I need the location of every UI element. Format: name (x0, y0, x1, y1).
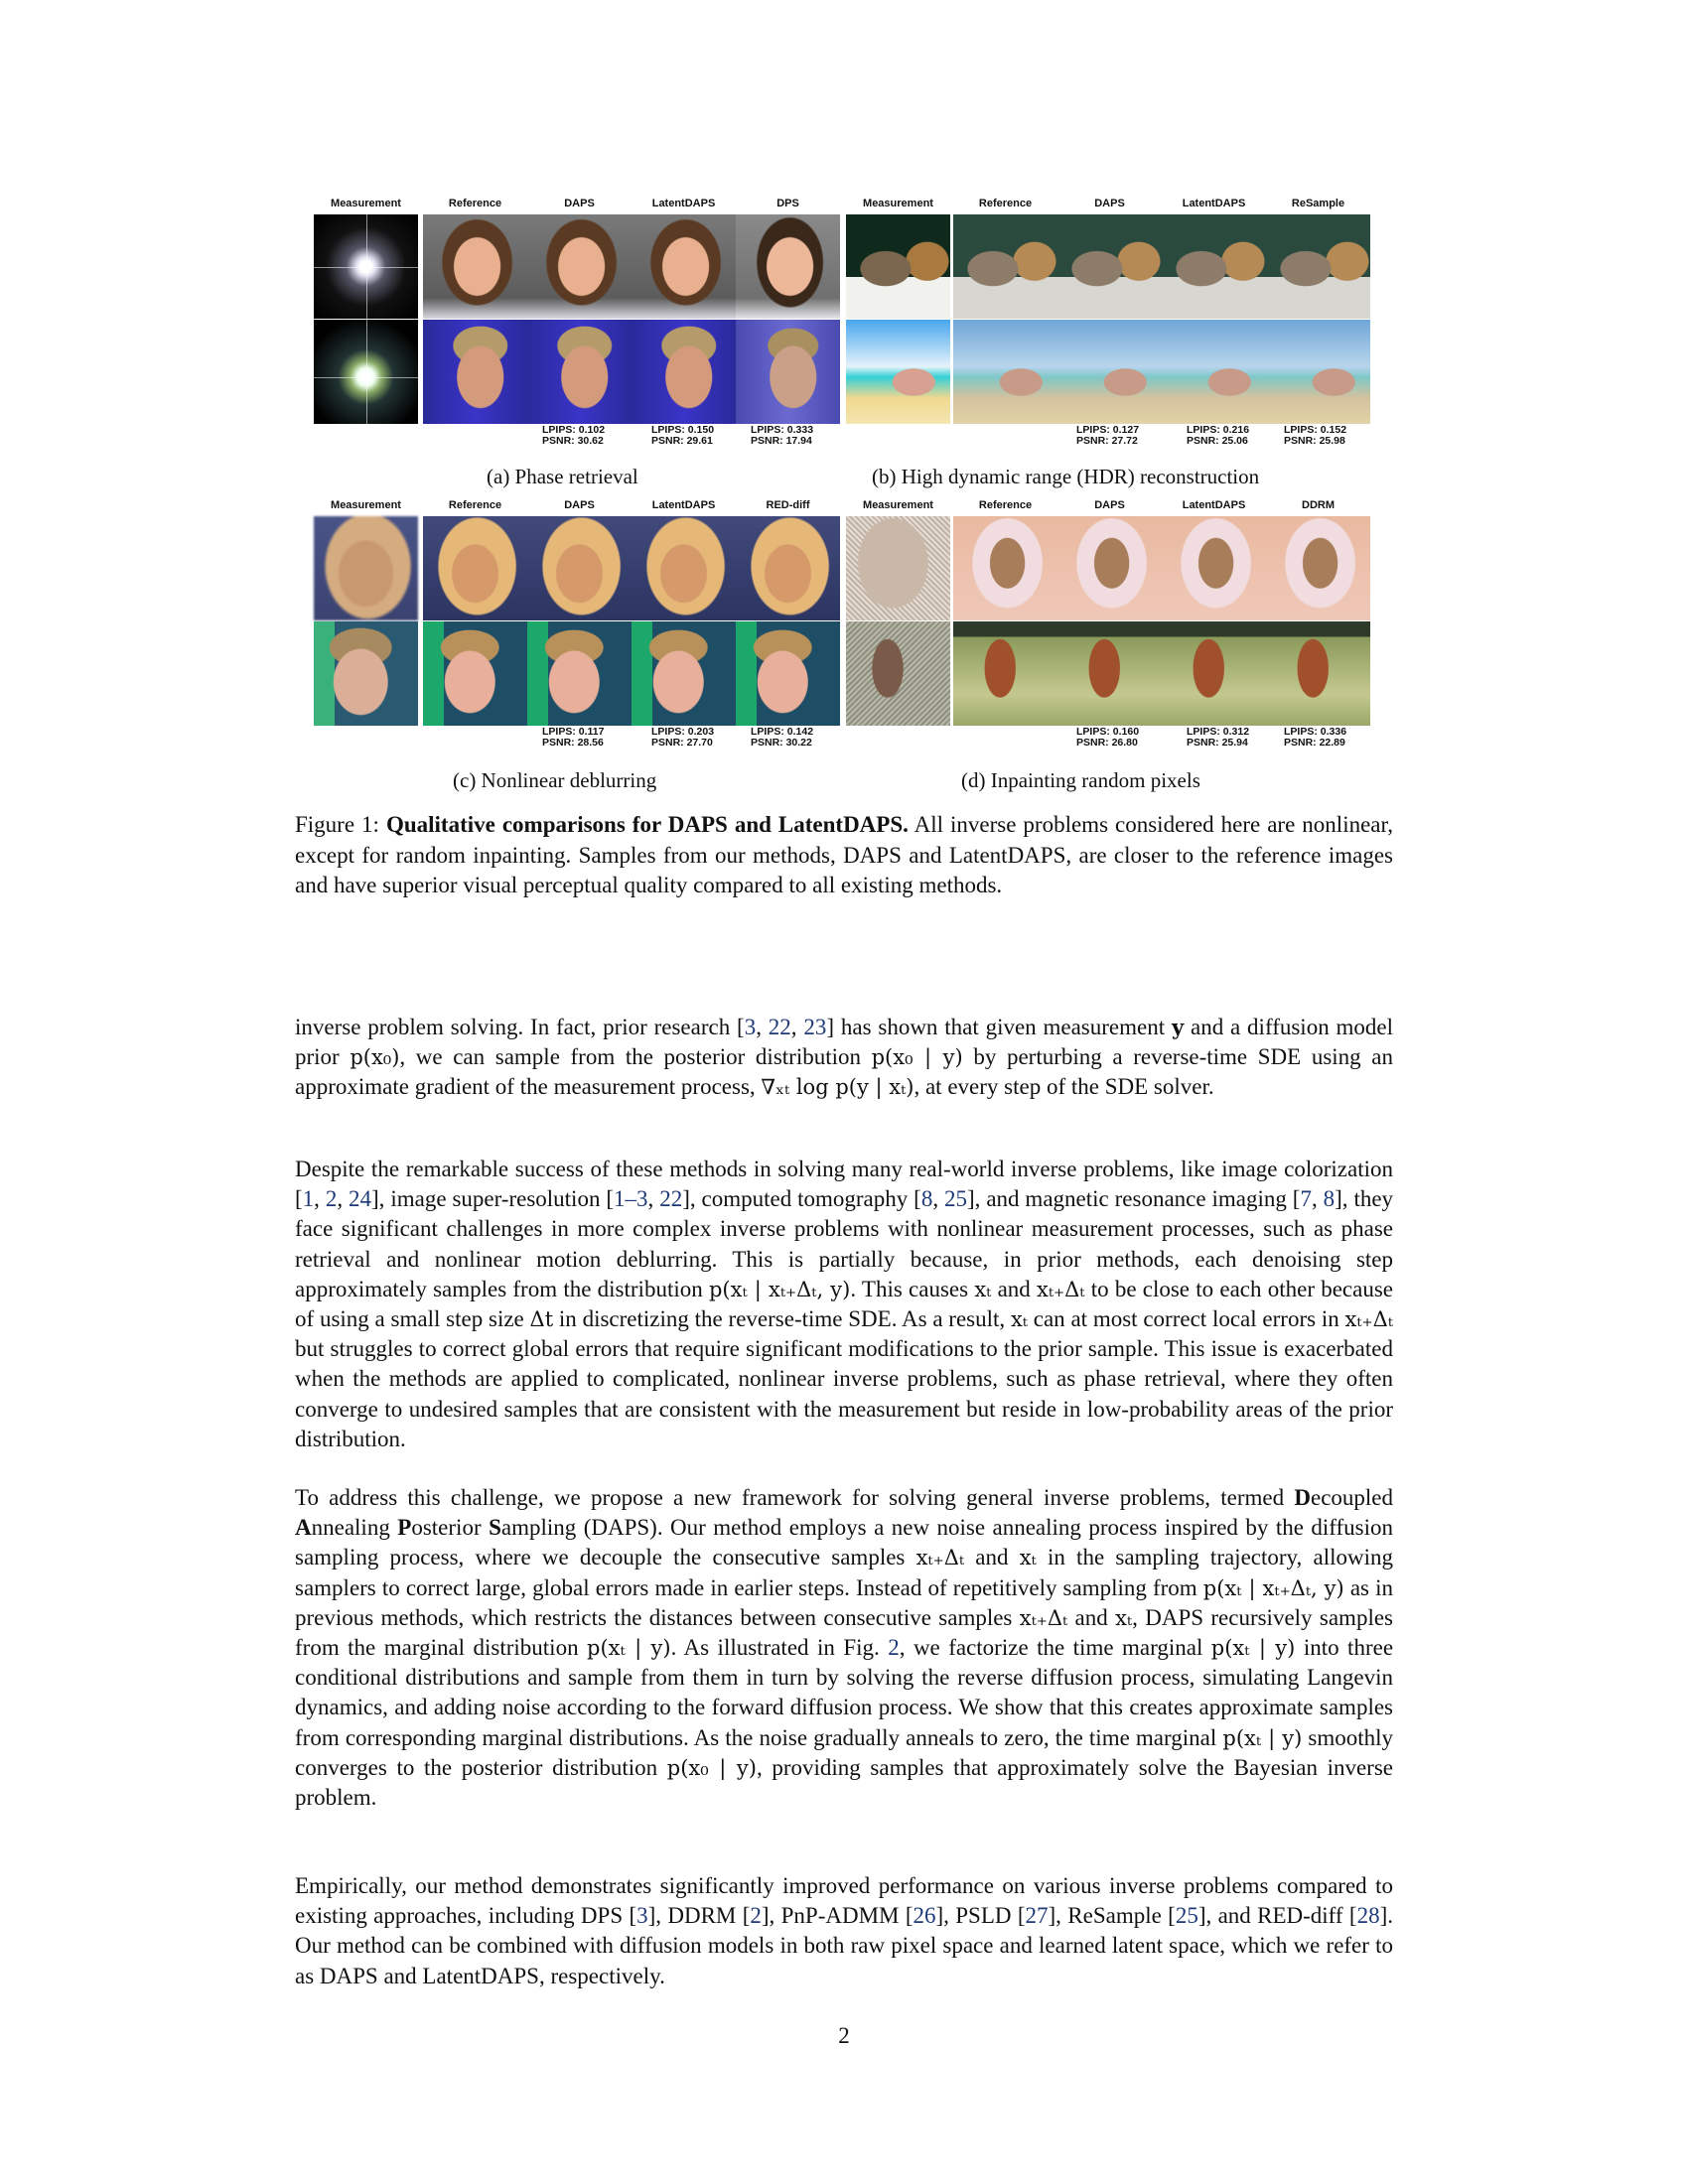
metrics-row (314, 727, 840, 752)
daps-image (1057, 621, 1162, 726)
citation-link[interactable]: 3 (636, 1903, 648, 1929)
column-header: Reference (448, 499, 502, 511)
measurement-image (314, 320, 418, 424)
subcaption-a: (a) Phase retrieval (487, 465, 638, 488)
citation-link[interactable]: 3 (744, 1015, 757, 1039)
citation-link[interactable]: 24 (349, 1186, 372, 1212)
math-xt-dt: xₜ₊Δₜ (915, 1546, 965, 1570)
citation-link[interactable]: 1 (302, 1186, 315, 1212)
metric-latentdaps: LPIPS: 0.312 PSNR: 25.94 (1187, 726, 1250, 749)
citation-link[interactable]: 22 (659, 1186, 683, 1212)
citation-link[interactable]: 25 (944, 1186, 967, 1212)
reference-image (423, 621, 527, 726)
panel-nonlinear-deblurring (314, 499, 840, 762)
red-diff-image (736, 621, 840, 726)
math-xt-dt: xₜ₊Δₜ (1344, 1307, 1393, 1332)
column-header: DAPS (564, 499, 595, 511)
subcaption-b: (b) High dynamic range (HDR) reconstruction (872, 465, 1260, 488)
math-xt-dt: xₜ₊Δₜ (1019, 1605, 1068, 1630)
latentdaps-image (1162, 214, 1266, 319)
measurement-image (314, 516, 418, 620)
metric-latentdaps: LPIPS: 0.150 PSNR: 29.61 (651, 424, 715, 447)
ddrm-image (1266, 621, 1370, 726)
column-header: LatentDAPS (651, 499, 716, 511)
latentdaps-image (1162, 320, 1266, 424)
column-header: Reference (978, 499, 1033, 511)
body-paragraph-2: Despite the remarkable success of these methods in solving many real-world inverse problems, like image colorization [1, 2, 24], image super-resolution [1–3, 22], computed tomography [8, 25], and magnetic resonance imaging [7, 8], they face significant challenges in more complex inverse problems with nonlinear measurement processes, such as phase retrieval and nonlinear motion deblurring. This is partially because, in prior methods, each denoising step approximately samples from the distribution p(xₜ | xₜ₊Δₜ, y). This causes xₜ and xₜ₊Δₜ to be close to each other because of using a small step size Δt in discretizing the reverse-time SDE. As a result, xₜ can at most correct local errors in xₜ₊Δₜ but struggles to correct global errors that require significant modifications to the prior sample. This issue is exacerbated when the methods are applied to complicated, nonlinear inverse problems, such as phase retrieval, where they often converge to undesired samples that are consistent with the measurement but reside in low-probability areas of the prior distribution. (295, 1157, 1394, 1451)
column-header: LatentDAPS (1182, 499, 1246, 511)
reference-image (953, 621, 1057, 726)
column-header: LatentDAPS (1182, 198, 1246, 209)
ddrm-image (1266, 516, 1370, 620)
column-header: Reference (978, 198, 1033, 209)
metric-daps: LPIPS: 0.102 PSNR: 30.62 (542, 424, 606, 447)
metric-dps: LPIPS: 0.333 PSNR: 17.94 (751, 424, 814, 447)
measurement-image (846, 621, 950, 726)
latentdaps-image (632, 214, 736, 319)
metric-red-diff: LPIPS: 0.142 PSNR: 30.22 (751, 726, 814, 749)
math-conditional: p(xₜ | xₜ₊Δₜ, y) (708, 1277, 851, 1301)
daps-image (527, 516, 632, 620)
column-header: Reference (448, 198, 502, 209)
daps-image (527, 621, 632, 726)
citation-link[interactable]: 2 (325, 1186, 338, 1212)
measurement-image (846, 320, 950, 424)
body-paragraph-1: inverse problem solving. In fact, prior research [3, 22, 23] has shown that given measurement y and a diffusion model prior p(x₀), we can sample from the posterior distribution p(x₀ | y) by perturbing a reverse-time SDE using an approximate gradient of the measurement process, ∇ₓₜ log p(y | xₜ), at every step of the SDE solver. (295, 1015, 1394, 1100)
caption-title: Qualitative comparisons for DAPS and LatentDAPS. (385, 812, 909, 837)
latentdaps-image (1162, 516, 1266, 620)
figure-caption (295, 810, 1393, 901)
resample-image (1266, 320, 1370, 424)
citation-link[interactable]: 28 (1356, 1903, 1380, 1929)
latentdaps-image (1162, 621, 1266, 726)
column-header: DAPS (1094, 198, 1125, 209)
reference-image (953, 516, 1057, 620)
metric-latentdaps: LPIPS: 0.216 PSNR: 25.06 (1187, 424, 1250, 447)
math-prior: p(x₀) (350, 1045, 400, 1070)
citation-link[interactable]: 23 (803, 1015, 827, 1039)
caption-body: All inverse problems considered here are nonlinear, except for random inpainting. Samples from our methods, DAPS and LatentDAPS, are closer to the reference images and have superior visual perceptual quality compared to all existing methods. (295, 812, 1393, 897)
metric-resample: LPIPS: 0.152 PSNR: 25.98 (1284, 424, 1347, 447)
column-header: DPS (776, 198, 799, 209)
column-header: Measurement (863, 198, 933, 209)
column-header: RED-diff (766, 499, 810, 511)
daps-image (527, 214, 632, 319)
math-y: y (1171, 1015, 1185, 1039)
latentdaps-image (632, 621, 736, 726)
math-xt: xₜ (1019, 1546, 1037, 1570)
column-header: Measurement (331, 499, 401, 511)
subcaption-c: (c) Nonlinear deblurring (453, 768, 657, 792)
column-header: Measurement (863, 499, 933, 511)
panel-phase-retrieval (314, 198, 840, 461)
measurement-image (314, 214, 418, 319)
dps-image (736, 214, 840, 319)
metric-daps: LPIPS: 0.117 PSNR: 28.56 (542, 726, 605, 749)
citation-link[interactable]: 27 (1025, 1903, 1049, 1929)
daps-image (1057, 516, 1162, 620)
math-posterior: p(x₀ | y) (666, 1755, 757, 1780)
citation-link[interactable]: 1–3 (614, 1186, 648, 1212)
metrics-row (846, 425, 1372, 451)
math-gradient: ∇ₓₜ log p(y | xₜ) (761, 1075, 914, 1100)
measurement-image (314, 621, 418, 726)
column-header: ReSample (1291, 198, 1345, 209)
reference-image (953, 214, 1057, 319)
metric-latentdaps: LPIPS: 0.203 PSNR: 27.70 (651, 726, 715, 749)
math-delta-t: Δt (529, 1307, 554, 1332)
math-marginal: p(xₜ | y) (1222, 1725, 1303, 1750)
column-header: Measurement (331, 198, 401, 209)
reference-image (953, 320, 1057, 424)
red-diff-image (736, 516, 840, 620)
reference-image (423, 516, 527, 620)
column-header: DDRM (1302, 499, 1335, 511)
citation-link[interactable]: 8 (920, 1186, 933, 1212)
metrics-row (314, 425, 840, 451)
daps-image (527, 320, 632, 424)
panel-inpainting (846, 499, 1372, 762)
measurement-image (846, 214, 950, 319)
math-posterior: p(x₀ | y) (871, 1045, 963, 1070)
metric-daps: LPIPS: 0.160 PSNR: 26.80 (1076, 726, 1140, 749)
math-marginal: p(xₜ | y) (587, 1636, 671, 1661)
citation-link[interactable]: 25 (1175, 1903, 1198, 1929)
subcaption-d: (d) Inpainting random pixels (961, 768, 1200, 792)
page-number: 2 (838, 2023, 850, 2048)
math-xt: xₜ (974, 1277, 992, 1301)
daps-image (1057, 214, 1162, 319)
reference-image (423, 214, 527, 319)
math-xt: xₜ (1010, 1307, 1028, 1332)
math-marginal: p(xₜ | y) (1210, 1636, 1296, 1661)
citation-link[interactable]: 8 (1323, 1186, 1336, 1212)
daps-image (1057, 320, 1162, 424)
metric-ddrm: LPIPS: 0.336 PSNR: 22.89 (1284, 726, 1347, 749)
math-xt-dt: xₜ₊Δₜ (1037, 1277, 1085, 1301)
math-xt: xₜ (1115, 1605, 1133, 1630)
figure-number: Figure 1: (295, 812, 379, 837)
column-header: DAPS (564, 198, 595, 209)
citation-link[interactable]: 2 (750, 1903, 762, 1929)
latentdaps-image (632, 320, 736, 424)
math-conditional: p(xₜ | xₜ₊Δₜ, y) (1202, 1575, 1344, 1600)
citation-link[interactable]: 22 (768, 1015, 791, 1039)
citation-link[interactable]: 26 (913, 1903, 936, 1929)
body-paragraph-3: To address this challenge, we propose a new framework for solving general inverse problems, termed Decoupled Annealing Posterior Sampling (DAPS). Our method employs a new noise annealing process inspired by the diffusion sampling process, where we decouple the consecutive samples xₜ₊Δₜ and xₜ in the sampling trajectory, allowing samplers to correct large, global errors made in earlier steps. Instead of repetitively sampling from p(xₜ | xₜ₊Δₜ, y) as in previous methods, which restricts the distances between consecutive samples xₜ₊Δₜ and xₜ, DAPS recursively samples from the marginal distribution p(xₜ | y). As illustrated in Fig. 2, we factorize the time marginal p(xₜ | y) into three conditional distributions and sample from them in turn by solving the reverse diffusion process, simulating Langevin dynamics, and adding noise according to the forward diffusion process. We show that this creates approximate samples from corresponding marginal distributions. As the noise gradually anneals to zero, the time marginal p(xₜ | y) smoothly converges to the posterior distribution p(x₀ | y), providing samples that approximately solve the Bayesian inverse problem. (295, 1485, 1394, 1811)
measurement-image (846, 516, 950, 620)
resample-image (1266, 214, 1370, 319)
panel-hdr-reconstruction (846, 198, 1372, 461)
column-header: DAPS (1094, 499, 1125, 511)
citation-link[interactable]: 7 (1300, 1186, 1312, 1212)
reference-image (423, 320, 527, 424)
dps-image (736, 320, 840, 424)
metric-daps: LPIPS: 0.127 PSNR: 27.72 (1076, 424, 1140, 447)
column-header: LatentDAPS (651, 198, 716, 209)
body-paragraph-4: Empirically, our method demonstrates significantly improved performance on various inverse problems compared to existing approaches, including DPS [3], DDRM [2], PnP-ADMM [26], PSLD [27], ReSample [25], and RED-diff [28]. Our method can be combined with diffusion models in both raw pixel space and learned latent space, which we refer to as DAPS and LatentDAPS, respectively. (295, 1873, 1393, 1988)
figure-link[interactable]: 2 (888, 1635, 900, 1661)
latentdaps-image (632, 516, 736, 620)
metrics-row (846, 727, 1372, 752)
